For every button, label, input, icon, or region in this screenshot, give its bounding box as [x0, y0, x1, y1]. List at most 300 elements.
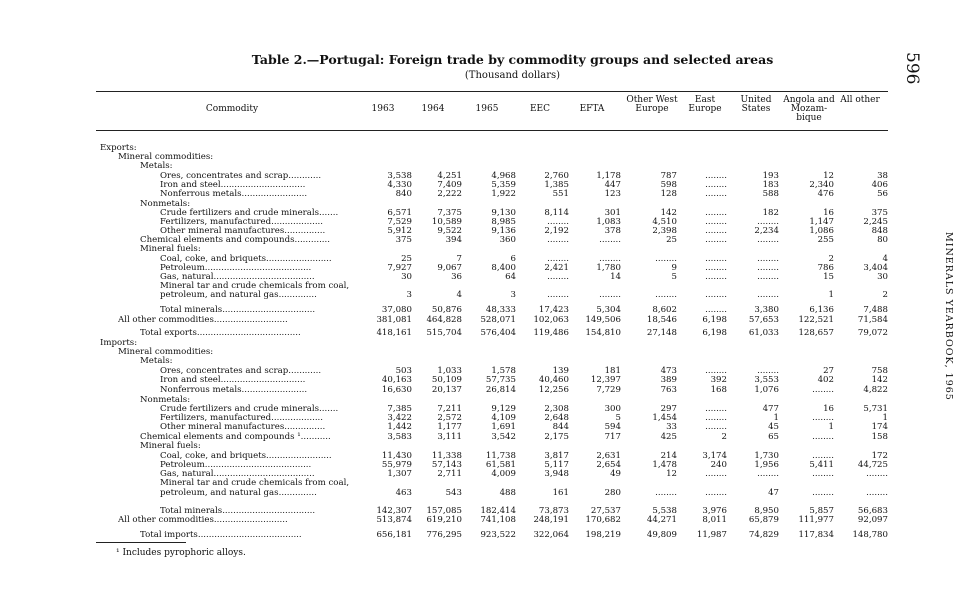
table-cell: ........ [705, 422, 727, 432]
table-cell: 1,177 [437, 422, 462, 432]
table-cell: ........ [705, 180, 727, 190]
table-cell: 73,873 [538, 506, 569, 516]
table-cell: 9,067 [437, 263, 462, 273]
table-cell: 389 [660, 375, 677, 385]
table-cell: ........ [655, 254, 677, 264]
table-title-text: Table 2.—Portugal: Foreign trade by commodity groups and selected areas [251, 52, 774, 67]
table-cell: 2,245 [863, 217, 888, 227]
table-cell: 11,430 [381, 451, 412, 461]
table-cell: 15 [823, 272, 834, 282]
table-cell: 5,117 [544, 460, 569, 470]
table-cell: 168 [710, 385, 727, 395]
table-cell: 181 [604, 366, 621, 376]
table-cell: 360 [499, 235, 516, 245]
table-cell: 6,136 [809, 305, 834, 315]
table-cell: 3,553 [754, 375, 779, 385]
table-cell: 50,109 [431, 375, 462, 385]
table-cell: 594 [604, 422, 621, 432]
table-cell: 7 [456, 254, 462, 264]
table-cell: 2,192 [544, 226, 569, 236]
table-cell: 1,956 [754, 460, 779, 470]
table-cell: 18,546 [646, 315, 677, 325]
table-row [0, 244, 965, 254]
table-cell: 4,968 [491, 171, 516, 181]
table-cell: 3,174 [702, 451, 727, 461]
table-cell: 7,385 [387, 404, 412, 414]
table-cell: 1,922 [491, 189, 516, 199]
table-row [0, 385, 965, 395]
table-cell: 4,009 [491, 469, 516, 479]
table-cell: ........ [599, 254, 621, 264]
table-cell: 56,683 [857, 506, 888, 516]
table-cell: 418,161 [376, 328, 412, 338]
table-cell: 198,219 [585, 530, 621, 540]
table-cell: 149,506 [585, 315, 621, 325]
table-cell: 381,081 [376, 315, 412, 325]
table-cell: 17,423 [538, 305, 569, 315]
table-row [0, 315, 965, 325]
table-cell: 297 [660, 404, 677, 414]
table-cell: 1,454 [652, 413, 677, 423]
row-label: Crude fertilizers and crude minerals....... [160, 404, 339, 414]
table-cell: 3,976 [702, 506, 727, 516]
table-cell: ........ [547, 272, 569, 282]
table-cell: 2,711 [437, 469, 462, 479]
table-cell: 576,404 [480, 328, 516, 338]
table-cell: 5 [615, 413, 621, 423]
table-cell: 11,338 [431, 451, 462, 461]
table-row [0, 328, 965, 338]
row-label: Gas, natural..................................... [160, 469, 315, 479]
table-cell: 3,583 [387, 432, 412, 442]
table-cell: 3,542 [491, 432, 516, 442]
table-cell: ........ [705, 290, 727, 300]
table-cell: 57,735 [485, 375, 516, 385]
row-label: Coal, coke, and briquets........................ [160, 451, 332, 461]
row-label: Other mineral manufactures............... [160, 422, 326, 432]
table-cell: 11,738 [485, 451, 516, 461]
table-cell: 322,064 [533, 530, 569, 540]
table-cell: ........ [757, 469, 779, 479]
table-cell: 158 [871, 432, 888, 442]
table-cell: 55,979 [381, 460, 412, 470]
row-label: Nonmetals: [140, 199, 191, 209]
table-cell: ........ [705, 272, 727, 282]
table-cell: 2,648 [544, 413, 569, 423]
table-cell: ........ [599, 235, 621, 245]
table-cell: 464,828 [426, 315, 462, 325]
table-cell: 2,234 [754, 226, 779, 236]
table-cell: 2,175 [544, 432, 569, 442]
row-label: Fertilizers, manufactured................... [160, 413, 324, 423]
table-cell: 503 [395, 366, 412, 376]
table-cell: 8,985 [491, 217, 516, 227]
table-cell: 25 [401, 254, 412, 264]
table-cell: 7,927 [387, 263, 412, 273]
table-cell: 763 [660, 385, 677, 395]
table-cell: 49,809 [646, 530, 677, 540]
table-cell: 1,307 [387, 469, 412, 479]
table-cell: ........ [705, 404, 727, 414]
table-cell: ........ [705, 413, 727, 423]
table-cell: 513,874 [376, 515, 412, 525]
table-cell: 4 [882, 254, 888, 264]
row-label: Total minerals.................................. [160, 305, 316, 315]
row-label: Fertilizers, manufactured................... [160, 217, 324, 227]
table-cell: 56 [877, 189, 888, 199]
table-cell: 1,033 [437, 366, 462, 376]
table-cell: 20,137 [431, 385, 462, 395]
table-cell: 406 [871, 180, 888, 190]
table-cell: 9,130 [491, 208, 516, 218]
table-cell: 172 [871, 451, 888, 461]
table-cell: 787 [660, 171, 677, 181]
table-cell: 488 [499, 488, 516, 498]
header-top-rule [96, 91, 888, 92]
row-label: Crude fertilizers and crude minerals....... [160, 208, 339, 218]
table-cell: 47 [768, 488, 779, 498]
row-label: Mineral commodities: [118, 347, 214, 357]
row-label: Coal, coke, and briquets........................ [160, 254, 332, 264]
row-label: Total exports...................................... [140, 328, 301, 338]
table-row [0, 356, 965, 366]
row-label: Imports: [100, 338, 138, 348]
table-row [0, 478, 965, 488]
table-cell: 9,136 [491, 226, 516, 236]
row-label: Exports: [100, 143, 137, 153]
table-cell: 255 [817, 235, 834, 245]
table-row [0, 305, 965, 315]
table-cell: 9,522 [437, 226, 462, 236]
table-cell: 1 [828, 422, 834, 432]
table-cell: 3,817 [544, 451, 569, 461]
table-cell: 923,522 [480, 530, 516, 540]
table-cell: 65 [768, 432, 779, 442]
table-cell: 1,083 [596, 217, 621, 227]
row-label: Chemical elements and compounds ¹........... [140, 432, 331, 442]
table-cell: 170,682 [585, 515, 621, 525]
row-label: Nonferrous metals........................ [160, 189, 308, 199]
table-cell: 717 [604, 432, 621, 442]
table-cell: 375 [395, 235, 412, 245]
row-label: Total imports...................................... [140, 530, 302, 540]
table-cell: 128 [660, 189, 677, 199]
table-cell: 4,822 [863, 385, 888, 395]
table-row [0, 441, 965, 451]
table-cell: 619,210 [426, 515, 462, 525]
table-cell: 4 [456, 290, 462, 300]
table-cell: 161 [552, 488, 569, 498]
table-cell: 117,834 [798, 530, 834, 540]
table-cell: ........ [705, 217, 727, 227]
table-cell: 123 [604, 189, 621, 199]
table-cell: 300 [604, 404, 621, 414]
table-cell: 6,571 [387, 208, 412, 218]
table-cell: 741,108 [480, 515, 516, 525]
table-cell: 183 [762, 180, 779, 190]
table-cell: 1,691 [491, 422, 516, 432]
table-cell: ........ [812, 469, 834, 479]
table-cell: 119,486 [533, 328, 569, 338]
table-row [0, 290, 965, 300]
table-cell: 3,111 [437, 432, 462, 442]
table-cell: ........ [705, 366, 727, 376]
table-cell: ........ [757, 217, 779, 227]
row-label: Petroleum....................................... [160, 460, 312, 470]
table-cell: 1,147 [809, 217, 834, 227]
table-cell: 4,251 [437, 171, 462, 181]
table-cell: 45 [768, 422, 779, 432]
table-subtitle-text: (Thousand dollars) [464, 70, 561, 81]
row-label: Ores, concentrates and scrap............ [160, 171, 322, 181]
table-cell: 37,080 [381, 305, 412, 315]
footnote: ¹ Includes pyrophoric alloys. [116, 548, 246, 558]
table-cell: 16 [823, 208, 834, 218]
table-cell: 57,653 [748, 315, 779, 325]
table-cell: 61,581 [485, 460, 516, 470]
table-subtitle [0, 70, 965, 81]
table-cell: 392 [710, 375, 727, 385]
row-label: Mineral tar and crude chemicals from coal, [160, 478, 350, 488]
table-cell: 1,442 [387, 422, 412, 432]
table-cell: 6,198 [702, 315, 727, 325]
table-cell: 9 [671, 263, 677, 273]
row-label: petroleum, and natural gas.............. [160, 290, 317, 300]
column-header: EEC [529, 104, 551, 114]
table-cell: 3,538 [387, 171, 412, 181]
table-cell: 8,602 [652, 305, 677, 315]
table-cell: 5,304 [596, 305, 621, 315]
table-cell: ........ [812, 385, 834, 395]
table-cell: ........ [705, 235, 727, 245]
table-cell: ........ [757, 290, 779, 300]
table-cell: 1,478 [652, 460, 677, 470]
table-cell: 139 [552, 366, 569, 376]
row-label: Metals: [140, 356, 173, 366]
table-cell: 142,307 [376, 506, 412, 516]
table-cell: 8,011 [702, 515, 727, 525]
table-cell: 16 [823, 404, 834, 414]
table-cell: 776,295 [426, 530, 462, 540]
row-label: Mineral commodities: [118, 152, 214, 162]
table-cell: 551 [552, 189, 569, 199]
row-label: All other commodities........................... [118, 315, 288, 325]
table-cell: ........ [705, 305, 727, 315]
table-cell: ........ [655, 488, 677, 498]
table-cell: 154,810 [585, 328, 621, 338]
table-row [0, 189, 965, 199]
table-cell: ........ [547, 217, 569, 227]
table-cell: 122,521 [798, 315, 834, 325]
table-cell: 10,589 [431, 217, 462, 227]
table-cell: 3,948 [544, 469, 569, 479]
table-cell: 7,409 [437, 180, 462, 190]
table-cell: ........ [812, 413, 834, 423]
table-cell: 27,537 [590, 506, 621, 516]
table-cell: 477 [762, 404, 779, 414]
column-header: EFTA [579, 104, 605, 114]
table-cell: 214 [660, 451, 677, 461]
table-cell: 36 [451, 272, 462, 282]
table-cell: 1,086 [809, 226, 834, 236]
table-cell: 5,857 [809, 506, 834, 516]
table-cell: 193 [762, 171, 779, 181]
table-cell: 5,912 [387, 226, 412, 236]
row-label: Total minerals.................................. [160, 506, 316, 516]
table-cell: 38 [877, 171, 888, 181]
table-cell: ........ [705, 171, 727, 181]
row-label: petroleum, and natural gas.............. [160, 488, 317, 498]
table-cell: 1,730 [754, 451, 779, 461]
table-cell: 476 [817, 189, 834, 199]
table-cell: 12 [823, 171, 834, 181]
table-cell: ........ [705, 488, 727, 498]
table-cell: 74,829 [748, 530, 779, 540]
table-cell: 5,411 [809, 460, 834, 470]
table-cell: 1,385 [544, 180, 569, 190]
table-cell: ........ [705, 254, 727, 264]
table-cell: 378 [604, 226, 621, 236]
column-header: Other West Europe [626, 95, 678, 114]
table-cell: 7,529 [387, 217, 412, 227]
table-cell: 49 [610, 469, 621, 479]
table-cell: 3 [406, 290, 412, 300]
table-cell: 142 [871, 375, 888, 385]
table-cell: 1,780 [596, 263, 621, 273]
table-cell: 92,097 [857, 515, 888, 525]
row-label: Other mineral manufactures............... [160, 226, 326, 236]
table-cell: ........ [705, 469, 727, 479]
row-label: Ores, concentrates and scrap............ [160, 366, 322, 376]
table-cell: 61,033 [748, 328, 779, 338]
table-cell: 8,400 [491, 263, 516, 273]
table-cell: ........ [705, 208, 727, 218]
table-cell: 8,950 [754, 506, 779, 516]
table-cell: 50,876 [431, 305, 462, 315]
table-cell: 2,631 [596, 451, 621, 461]
table-cell: 30 [877, 272, 888, 282]
table-cell: 1,076 [754, 385, 779, 395]
table-cell: ........ [757, 272, 779, 282]
table-cell: 71,584 [857, 315, 888, 325]
table-cell: ........ [705, 189, 727, 199]
table-cell: 8,114 [544, 208, 569, 218]
table-cell: 182,414 [480, 506, 516, 516]
table-cell: 3 [510, 290, 516, 300]
table-cell: 1,178 [596, 171, 621, 181]
table-cell: 6 [510, 254, 516, 264]
table-cell: 7,211 [437, 404, 462, 414]
table-cell: 9,129 [491, 404, 516, 414]
table-cell: 7,375 [437, 208, 462, 218]
column-header: United States [740, 95, 772, 114]
table-cell: 5,731 [863, 404, 888, 414]
table-cell: ........ [757, 254, 779, 264]
table-cell: 2,760 [544, 171, 569, 181]
table-cell: 16,630 [381, 385, 412, 395]
column-header: East Europe [688, 95, 722, 114]
table-cell: ........ [812, 488, 834, 498]
table-cell: 2,222 [437, 189, 462, 199]
table-cell: ........ [757, 263, 779, 273]
table-cell: 2 [828, 254, 834, 264]
column-header: 1965 [475, 104, 499, 114]
table-cell: 2,340 [809, 180, 834, 190]
table-cell: ........ [655, 290, 677, 300]
table-cell: 157,085 [426, 506, 462, 516]
table-cell: 11,987 [696, 530, 727, 540]
table-cell: 4,330 [387, 180, 412, 190]
table-cell: 40,163 [381, 375, 412, 385]
table-cell: 2 [882, 290, 888, 300]
row-label: Mineral tar and crude chemicals from coal, [160, 281, 350, 291]
table-cell: 25 [666, 235, 677, 245]
table-cell: 3,422 [387, 413, 412, 423]
row-label: Mineral fuels: [140, 441, 201, 451]
table-cell: ........ [599, 290, 621, 300]
table-cell: 280 [604, 488, 621, 498]
table-cell: 248,191 [533, 515, 569, 525]
table-cell: ........ [812, 432, 834, 442]
row-label: Iron and steel............................... [160, 180, 306, 190]
table-cell: ........ [705, 226, 727, 236]
table-cell: 2,572 [437, 413, 462, 423]
row-label: Nonferrous metals........................ [160, 385, 308, 395]
table-cell: 2 [721, 432, 727, 442]
table-cell: 3,404 [863, 263, 888, 273]
table-row [0, 375, 965, 385]
table-cell: ........ [866, 469, 888, 479]
table-cell: 33 [666, 422, 677, 432]
table-row [0, 515, 965, 525]
table-cell: 375 [871, 208, 888, 218]
table-cell: 128,657 [798, 328, 834, 338]
page-number: 596 [902, 52, 922, 85]
table-cell: 4,109 [491, 413, 516, 423]
table-cell: ........ [757, 366, 779, 376]
table-cell: 473 [660, 366, 677, 376]
table-cell: 79,072 [857, 328, 888, 338]
table-cell: 102,063 [533, 315, 569, 325]
column-header: All other [840, 95, 880, 105]
table-cell: ........ [866, 488, 888, 498]
table-cell: 2,421 [544, 263, 569, 273]
table-title [0, 52, 965, 67]
table-cell: 40,460 [538, 375, 569, 385]
table-cell: 1,578 [491, 366, 516, 376]
table-cell: 7,729 [596, 385, 621, 395]
table-cell: 2,398 [652, 226, 677, 236]
table-cell: 2,308 [544, 404, 569, 414]
table-cell: 65,879 [748, 515, 779, 525]
table-cell: 844 [552, 422, 569, 432]
table-cell: 3,380 [754, 305, 779, 315]
table-cell: 48,333 [485, 305, 516, 315]
table-cell: 12 [666, 469, 677, 479]
table-cell: 598 [660, 180, 677, 190]
table-cell: 44,271 [646, 515, 677, 525]
table-cell: ........ [812, 451, 834, 461]
table-cell: 80 [877, 235, 888, 245]
table-cell: 30 [401, 272, 412, 282]
row-label: Chemical elements and compounds............. [140, 235, 330, 245]
table-cell: 301 [604, 208, 621, 218]
table-row [0, 161, 965, 171]
table-cell: 27 [823, 366, 834, 376]
table-cell: 543 [445, 488, 462, 498]
table-cell: 463 [395, 488, 412, 498]
table-cell: 394 [445, 235, 462, 245]
